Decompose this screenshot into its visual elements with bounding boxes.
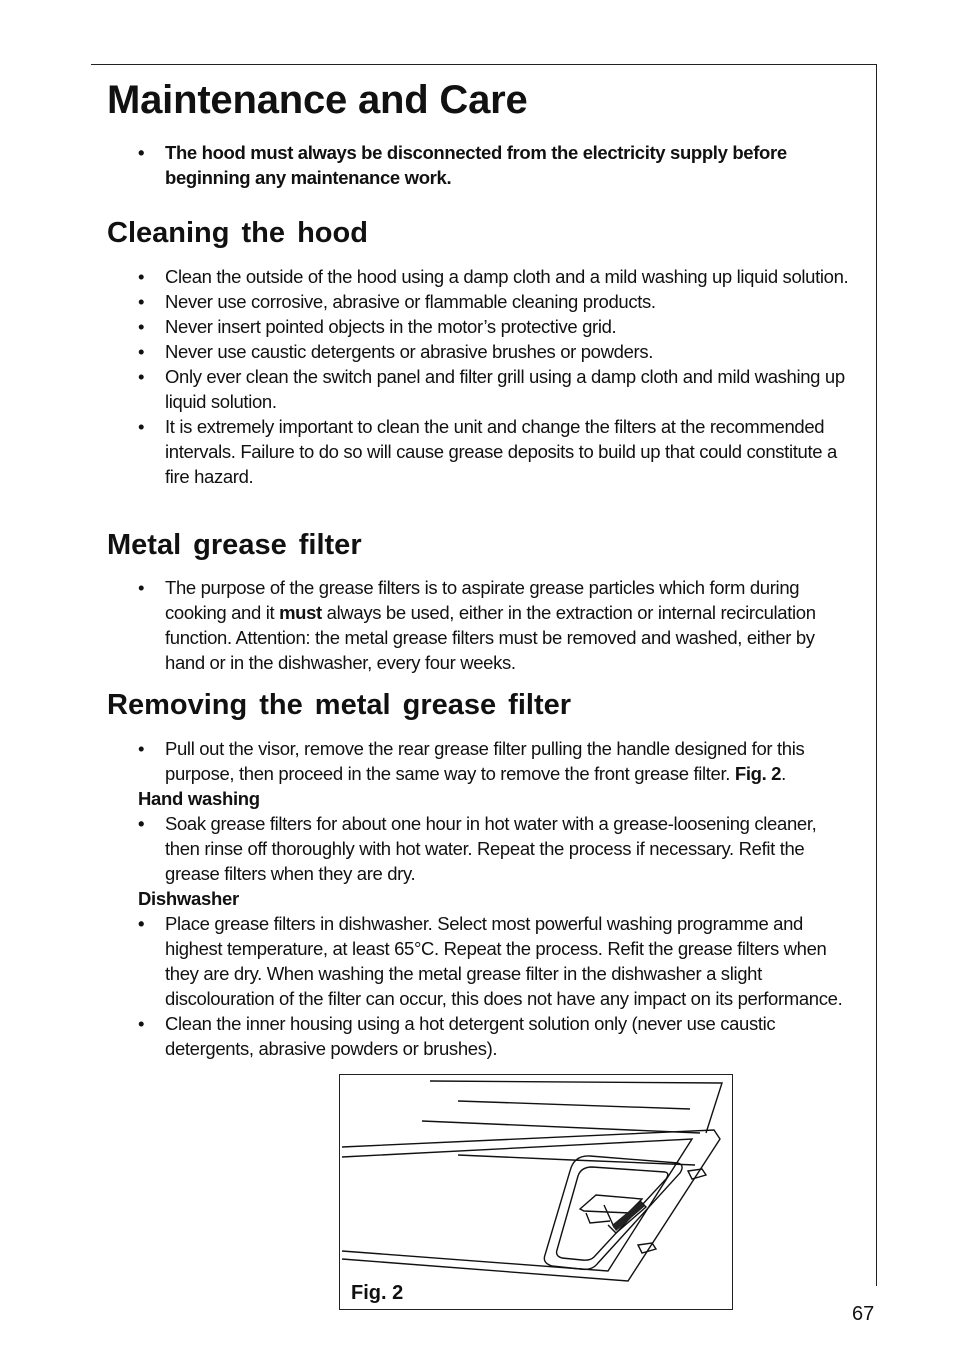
list-item-text: Never use corrosive, abrasive or flammable cleaning products. (165, 291, 656, 312)
frame-right-rule (876, 64, 877, 1286)
list-item-text: . (781, 763, 786, 784)
list-item-text: Pull out the visor, remove the rear grease filter pulling the handle designed for this purpose, then proceed in the same way to remove the front grease filter. (165, 738, 805, 784)
list-item (138, 264, 853, 289)
bullet: • (138, 266, 145, 287)
metal-filter-heading: Metal grease filter (107, 529, 362, 561)
cleaning-heading: Cleaning the hood (107, 217, 368, 249)
bullet: • (138, 291, 145, 312)
list-item-text: always be used, either in the extraction or internal recirculation function. Attention: the metal grease filters must be removed and washed, either by hand or in the dishwasher, every four weeks. (165, 602, 816, 673)
warning-text: The hood must always be disconnected from the electricity supply before beginning any maintenance work. (165, 142, 787, 188)
warning-item (138, 140, 853, 190)
cleaning-list (138, 264, 853, 489)
list-item-text: Only ever clean the switch panel and filter grill using a damp cloth and mild washing up liquid solution. (165, 366, 845, 412)
list-item-text: Never use caustic detergents or abrasive brushes or powders. (165, 341, 654, 362)
list-item-text: It is extremely important to clean the unit and change the filters at the recommended intervals. Failure to do so will cause grease deposits to build up that could constitute a fire hazard. (165, 416, 837, 487)
bullet: • (138, 813, 145, 834)
bullet: • (138, 577, 145, 598)
list-item (138, 414, 853, 489)
frame-top-rule (91, 64, 877, 65)
bullet: • (138, 366, 145, 387)
list-item (138, 289, 853, 314)
list-item (138, 339, 853, 364)
removing-heading: Removing the metal grease filter (107, 689, 572, 721)
figure-reference: Fig. 2 (734, 763, 782, 784)
metal-filter-list (138, 575, 853, 675)
page-number: 67 (852, 1303, 875, 1325)
list-item-text: Place grease filters in dishwasher. Select most powerful washing programme and highest temperature, at least 65°C. Repeat the process. Refit the grease filters when they are dry. When washing the metal grease filter in the dishwasher a slight discolouration of the filter can occur, this does not have any impact on its performance. (165, 913, 843, 1009)
figure-label: Fig. 2 (351, 1282, 404, 1304)
page-title: Maintenance and Care (107, 78, 528, 122)
figure-2 (339, 1074, 733, 1310)
warning-list (138, 140, 853, 190)
bullet: • (138, 341, 145, 362)
bullet: • (138, 316, 145, 337)
list-item (138, 364, 853, 414)
bullet: • (138, 738, 145, 759)
list-item-text: Never insert pointed objects in the motor’s protective grid. (165, 316, 617, 337)
removing-section (138, 736, 853, 1061)
list-item (138, 575, 853, 675)
list-item (138, 911, 853, 1011)
bullet: • (138, 142, 145, 163)
grease-filter-illustration (340, 1075, 734, 1311)
list-item-text: Clean the outside of the hood using a damp cloth and a mild washing up liquid solution. (165, 266, 849, 287)
list-item (138, 1011, 853, 1061)
bullet: • (138, 913, 145, 934)
list-item (138, 736, 853, 786)
list-item (138, 811, 853, 886)
list-item (138, 314, 853, 339)
emphasis-text: must (279, 602, 322, 623)
bullet: • (138, 1013, 145, 1034)
hand-washing-label: Hand washing (138, 788, 260, 809)
bullet: • (138, 416, 145, 437)
list-item-text: Clean the inner housing using a hot detergent solution only (never use caustic detergents, abrasive powders or brushes). (165, 1013, 776, 1059)
list-item-text: The purpose of the grease filters is to aspirate grease particles which form during cooking and it (165, 577, 800, 623)
dishwasher-label: Dishwasher (138, 888, 239, 909)
list-item-text: Soak grease filters for about one hour in hot water with a grease-loosening cleaner, then rinse off thoroughly with hot water. Repeat the process if necessary. Refit the grease filters when they are dry. (165, 813, 817, 884)
